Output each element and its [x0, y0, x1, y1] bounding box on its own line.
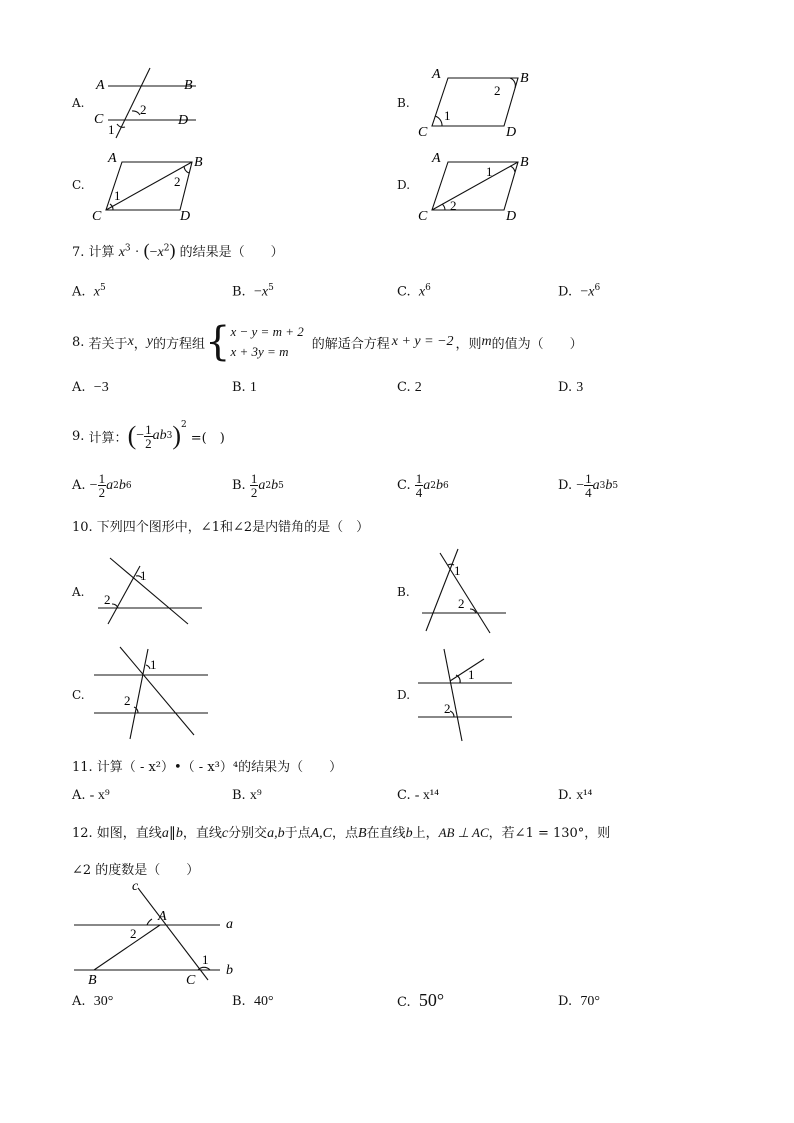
point-a-label: A: [158, 909, 167, 924]
math-var: a: [423, 477, 431, 493]
equation-system: [230, 322, 303, 362]
angle-2-label: 2: [458, 596, 465, 611]
exponent: 2: [181, 420, 187, 430]
q6-option-d-label: D.: [397, 178, 411, 192]
point-b-label: B: [184, 78, 193, 93]
fraction: [98, 472, 107, 499]
q6-figure-b: [412, 62, 542, 142]
q6-figure-d: [412, 146, 542, 226]
q8-stem: [72, 320, 583, 364]
paren: (: [143, 240, 150, 260]
math-var: c: [221, 826, 229, 841]
fraction: [584, 472, 593, 499]
point-c-label: C: [418, 209, 428, 224]
angle-2-label: 2: [494, 83, 501, 98]
q10-figure-a: [90, 548, 220, 633]
system-brace-icon: {: [205, 319, 231, 365]
option-label: A.: [72, 994, 86, 1009]
angle-2-label: 2: [450, 198, 457, 213]
angle-arc: [442, 204, 445, 210]
question-number: 7.: [72, 245, 85, 260]
option-label: D.: [558, 284, 573, 300]
math-var: b: [118, 477, 126, 493]
exponent: 2: [265, 480, 272, 491]
option-label: B.: [232, 788, 246, 803]
q9-stem: [72, 416, 225, 456]
exponent: 3: [124, 243, 131, 254]
option-label: C.: [397, 788, 411, 803]
option-label: C.: [397, 284, 411, 300]
option-value: x¹⁴: [576, 788, 593, 803]
option-label: C.: [397, 478, 411, 493]
exponent: 5: [278, 480, 284, 491]
option-label: B.: [232, 380, 246, 395]
angle-1-label: 1: [454, 563, 461, 578]
fig-line: [444, 649, 462, 741]
exponent: 2: [430, 480, 436, 491]
point-c-label: C: [418, 125, 428, 140]
angle-1-label: 1: [150, 657, 157, 672]
point-b-label: B: [520, 155, 529, 170]
point-d-label: D: [180, 209, 191, 224]
angle-1-label: 1: [114, 188, 121, 203]
q6-option-a-label: A.: [72, 96, 85, 110]
option-value: 30°: [93, 994, 114, 1009]
denominator: 2: [98, 485, 106, 500]
option-value: 40°: [253, 994, 274, 1009]
point-b-label: B: [194, 155, 203, 170]
q6-option-b-label: B.: [397, 96, 410, 110]
fraction: [415, 472, 424, 499]
option-value: 2: [414, 380, 422, 395]
angle-arc: [450, 711, 454, 717]
math-var: b: [605, 477, 613, 493]
denominator: 4: [585, 485, 592, 500]
stem-text: 若关于: [88, 336, 128, 352]
fig-line: [120, 647, 194, 735]
math-var: b: [436, 477, 443, 493]
point-a-label: A: [432, 67, 441, 82]
math-var: A,C: [310, 826, 332, 841]
q6-figure-c: [88, 146, 218, 226]
line-a-label: a: [226, 917, 233, 932]
fraction: [250, 472, 259, 499]
q7-option-b[interactable]: [232, 283, 274, 300]
stem-text: 分别交: [228, 826, 268, 841]
option-value: - x⁹: [89, 788, 110, 803]
angle-2-label: 2: [140, 102, 147, 117]
math-op: −: [580, 284, 589, 300]
angle-1-label: 1: [486, 164, 493, 179]
option-label: D.: [558, 788, 573, 803]
fig-line: [110, 558, 188, 624]
fig-line: [108, 566, 140, 624]
math-expr: AB ⊥ AC: [438, 825, 489, 840]
point-c-label: C: [186, 973, 196, 988]
angle-arc: [117, 124, 125, 127]
q8-option-a[interactable]: [72, 380, 109, 396]
q12-option-d[interactable]: [558, 994, 600, 1010]
math-var: x: [588, 284, 595, 300]
exponent: 5: [100, 283, 106, 293]
q11-stem: 11. 计算（ - x²）•（ - x³）⁴的结果为（ ）: [72, 760, 343, 775]
math-var: x: [261, 284, 269, 300]
q10-option-b-label: B.: [397, 585, 410, 599]
point-d-label: D: [506, 209, 517, 224]
stem-text: 的值为（ ）: [491, 336, 583, 352]
paren: ): [172, 421, 182, 450]
angle-arc: [184, 166, 189, 173]
q12-option-a[interactable]: [72, 994, 113, 1010]
angle-arc: [435, 116, 442, 126]
math-var: a: [161, 826, 169, 841]
fig-line: [426, 549, 458, 631]
angle-2-label: 2: [174, 174, 181, 189]
math-var: b: [175, 826, 183, 841]
option-label: B.: [232, 994, 246, 1009]
math-var: b: [405, 826, 413, 841]
q11-option-c[interactable]: [397, 788, 439, 804]
stem-text: 在直线: [366, 826, 406, 841]
exponent: 6: [425, 283, 431, 293]
exponent: 5: [612, 480, 619, 491]
exponent: 2: [163, 243, 170, 254]
option-label: D.: [558, 380, 573, 395]
option-value: 3: [576, 380, 584, 395]
segment-ab: [94, 925, 160, 970]
question-number: 9.: [72, 428, 85, 444]
fig-line: [450, 659, 484, 681]
stem-text: ，: [133, 336, 147, 352]
math-var: x: [118, 245, 125, 260]
angle-1-label: 1: [468, 667, 475, 682]
q10-option-c-label: C.: [72, 688, 85, 702]
angle-arc: [510, 78, 515, 88]
exponent: 5: [268, 283, 274, 293]
point-a-label: A: [108, 151, 117, 166]
q10-option-d-label: D.: [397, 688, 411, 702]
math-op: −: [136, 428, 145, 443]
q11-option-a[interactable]: [72, 788, 110, 804]
numerator: 1: [98, 471, 106, 486]
math-op: −: [149, 245, 158, 260]
math-op: −: [253, 284, 262, 300]
math-var: y: [146, 334, 154, 349]
exponent: 3: [166, 431, 173, 441]
option-label: B.: [232, 284, 246, 300]
q10-figure-b: [414, 545, 524, 635]
stem-text: ，则: [455, 336, 482, 352]
stem-text: ，点: [331, 826, 358, 841]
q12-stem-line-2: ∠2 的度数是（ ）: [72, 863, 200, 878]
fraction: [144, 423, 153, 450]
numerator: 1: [145, 421, 152, 437]
fig-line: [440, 553, 490, 633]
math-var: ab: [152, 428, 167, 443]
math-op: ∥: [168, 826, 176, 841]
q9-option-c[interactable]: [397, 472, 449, 499]
equation-2: x + 3y = m: [230, 344, 289, 359]
stem-text: ，直线: [182, 826, 222, 841]
q10-option-a-label: A.: [72, 585, 85, 599]
math-var: x: [418, 284, 426, 300]
option-label: B.: [232, 478, 246, 493]
q11-option-b[interactable]: [232, 788, 262, 804]
fig-diagonal: [432, 162, 518, 210]
stem-text: =( ): [190, 430, 225, 446]
math-var: a,b: [267, 826, 285, 841]
q10-figure-c: [90, 643, 220, 743]
angle-1-label: 1: [202, 952, 209, 967]
option-value: x⁹: [249, 788, 262, 803]
numerator: 1: [415, 471, 423, 486]
q6-option-c-label: C.: [72, 178, 85, 192]
q6-figure-a: [88, 62, 218, 142]
stem-text: 于点: [284, 826, 311, 841]
option-label: C.: [397, 380, 411, 395]
option-label: C.: [397, 995, 411, 1010]
stem-text: 12. 如图，直线: [72, 826, 162, 841]
numerator: 1: [250, 471, 258, 486]
point-a-label: A: [432, 151, 441, 166]
q8-option-d[interactable]: [558, 380, 583, 396]
angle-1-label: 1: [444, 108, 451, 123]
line-b-label: b: [226, 963, 233, 978]
q8-option-b[interactable]: [232, 380, 257, 396]
math-var: x: [157, 245, 164, 260]
stem-text: 计算: [88, 245, 115, 260]
denominator: 2: [145, 435, 152, 451]
angle-arc: [132, 111, 140, 115]
option-label: A.: [72, 788, 86, 803]
point-c-label: C: [94, 112, 104, 127]
angle-2-label: 2: [124, 693, 131, 708]
angle-arc: [147, 919, 152, 925]
question-number: 8.: [72, 334, 85, 350]
option-label: A.: [72, 380, 86, 395]
math-op: ·: [134, 245, 140, 260]
q11-option-d[interactable]: [558, 788, 592, 804]
math-var: a: [592, 477, 600, 493]
stem-text: 的结果是（ ）: [179, 245, 284, 260]
equation-1: x − y = m + 2: [230, 324, 304, 339]
math-var: x: [127, 334, 134, 349]
equation-3: x + y = −2: [391, 334, 454, 349]
option-label: A.: [72, 284, 86, 300]
q12-stem-line-1: [72, 822, 610, 842]
angle-2-label: 2: [130, 926, 137, 941]
math-var: a: [106, 477, 114, 493]
stem-text: ，若∠1 = 130°，则: [488, 826, 611, 841]
math-var: B: [357, 826, 367, 841]
line-c: [138, 888, 208, 980]
q7-option-c[interactable]: [397, 283, 431, 300]
denominator: 2: [250, 485, 258, 500]
option-value: 50°: [418, 990, 445, 1010]
paren: (: [127, 421, 137, 450]
q8-option-c[interactable]: [397, 380, 422, 396]
stem-text: 的解适合方程: [311, 336, 390, 352]
paren: ): [169, 240, 176, 260]
exponent: 6: [443, 480, 449, 491]
math-op: −: [576, 477, 585, 493]
stem-text: 计算：: [88, 430, 128, 446]
point-b-label: B: [88, 973, 97, 988]
math-op: −: [89, 477, 98, 493]
point-b-label: B: [520, 71, 529, 86]
q9-option-d[interactable]: [558, 472, 618, 499]
option-value: 1: [249, 380, 257, 395]
option-label: D.: [558, 994, 573, 1009]
angle-1-label: 1: [108, 122, 115, 137]
denominator: 4: [415, 485, 423, 500]
q7-option-d[interactable]: [558, 283, 600, 300]
math-var: a: [258, 477, 266, 493]
exponent: 3: [599, 480, 606, 491]
option-label: A.: [72, 478, 86, 493]
q12-figure: [70, 880, 250, 990]
point-d-label: D: [178, 113, 189, 128]
angle-2-label: 2: [104, 592, 111, 607]
q7-stem: [72, 240, 284, 261]
numerator: 1: [585, 471, 592, 486]
exponent: 2: [113, 480, 119, 491]
point-a-label: A: [96, 78, 105, 93]
q7-option-a[interactable]: [72, 283, 106, 300]
line-c-label: c: [132, 880, 139, 894]
angle-1-label: 1: [140, 568, 147, 583]
q9-option-b[interactable]: [232, 472, 284, 499]
q12-option-c[interactable]: [397, 990, 444, 1011]
q9-option-a[interactable]: [72, 472, 132, 499]
angle-arc: [510, 166, 515, 172]
point-d-label: D: [506, 125, 517, 140]
option-value: −3: [93, 380, 109, 395]
stem-text: 的方程组: [153, 336, 206, 352]
q12-option-b[interactable]: [232, 994, 274, 1010]
q10-figure-d: [414, 645, 524, 745]
option-label: D.: [558, 478, 573, 493]
math-var: x: [93, 284, 101, 300]
exponent: 6: [125, 480, 132, 491]
option-value: 70°: [580, 994, 600, 1009]
exponent: 6: [594, 283, 601, 293]
q10-stem: 10. 下列四个图形中，∠1和∠2是内错角的是（ ）: [72, 520, 370, 535]
point-c-label: C: [92, 209, 102, 224]
stem-text: 上，: [412, 826, 439, 841]
angle-2-label: 2: [444, 701, 451, 716]
math-var: b: [271, 477, 279, 493]
math-var: m: [481, 334, 492, 349]
option-value: - x¹⁴: [414, 788, 440, 803]
